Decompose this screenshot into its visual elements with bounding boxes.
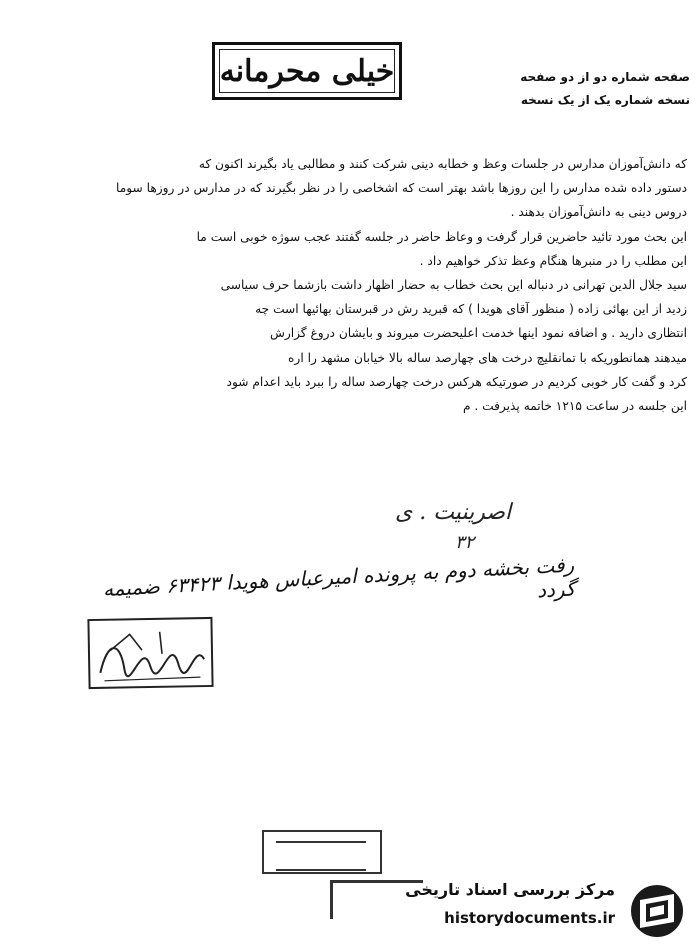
handwritten-note: رفت بخشه دوم به پرونده امیرعباس هویدا ۶۳۴۲۳ ضمیمه گردد	[102, 552, 576, 603]
body-line: دروس دینی به دانش‌آموزان بدهند .	[510, 205, 687, 220]
page-number-line: صفحه شماره دو از دو صفحه	[520, 70, 690, 84]
body-line: این جلسه در ساعت ۱۲۱۵ خاتمه پذیرفت . م	[462, 398, 687, 413]
copy-number-line: نسخه شماره یک از یک نسخه	[520, 93, 690, 107]
body-line: سید جلال الدین تهرانی در دنباله این بحث خطاب به حضار اظهار داشت بازشما حرف سیاسی	[220, 277, 687, 292]
report-body	[55, 152, 687, 418]
signature-number: ۳۲	[455, 532, 475, 553]
bottom-stamp-mark	[262, 830, 382, 874]
body-line: که دانش‌آموزان مدارس در جلسات وعظ و خطابه دینی شرکت کنند و مطالبی یاد بگیرند اکنون که	[198, 157, 687, 171]
signature-name: اصرینیت . ی	[395, 500, 512, 525]
hand-stamp-scribble-icon	[89, 619, 215, 691]
watermark-url: historydocuments.ir	[444, 909, 615, 927]
archive-logo-icon	[626, 880, 688, 942]
page-info	[420, 66, 690, 112]
body-line: این بحث مورد تائید حاضرین قرار گرفت و وعاظ حاضر در جلسه گفتند عجب سوژه خوبی است ما	[196, 229, 687, 244]
top-secret-stamp	[212, 42, 402, 100]
body-line: میدهند همانطوریکه با تمانقلیچ درخت های چهارصد ساله بالا خیابان مشهد را اره	[288, 350, 687, 365]
body-line: زدید از این بهائی زاده ( منظور آقای هویدا ) که قبرید رش در قبرستان بهائیها است چه	[255, 302, 687, 317]
body-line: دستور داده شده مدارس را این روزها باشد بهتر است که اشخاصی را در نظر بگیرند که در مدارس در روزها سوما	[116, 181, 687, 196]
watermark-title: مرکز بررسی اسناد تاریخی	[405, 880, 615, 899]
archive-hand-stamp	[87, 617, 213, 689]
body-line: انتظاری دارید . و اضافه نمود اینها خدمت اعلیحضرت میروند و بایشان دروغ گزارش	[269, 326, 687, 341]
body-line: کرد و گفت کار خوبی کردیم در صورتیکه هرکس درخت چهارصد ساله را ببرد باید اعدام شود	[226, 374, 687, 389]
stamp-title: خیلی محرمانه	[219, 53, 395, 89]
body-line: این مطلب را در منبرها هنگام وعظ تذکر خواهیم داد .	[419, 253, 687, 268]
